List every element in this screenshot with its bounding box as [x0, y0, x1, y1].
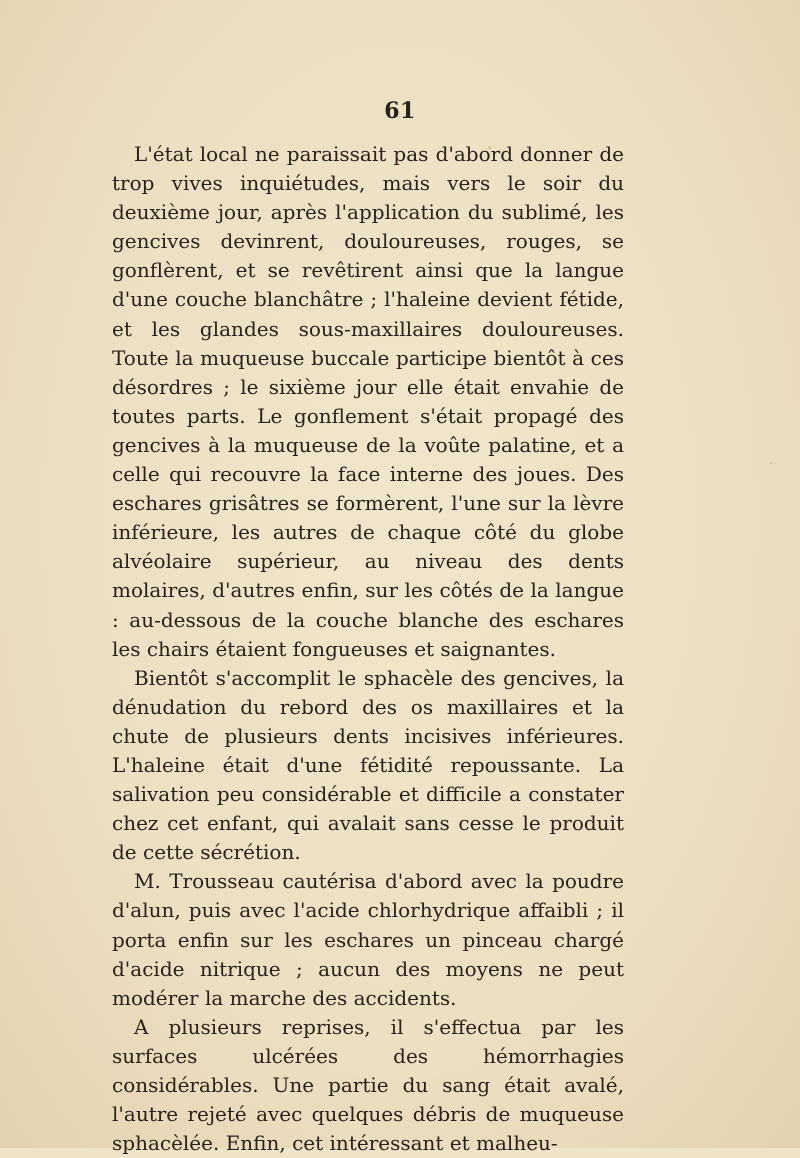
- paragraph-2: Bientôt s'accomplit le sphacèle des gencives, la dénudation du rebord des os maxillaires et la chute de plusieurs dents incisives inférieures. L'haleine était d'une fétidité repoussante. La salivation peu considérable et difficile a constater chez cet enfant, qui avalait sans cesse le produit de cette sécrétion.: [112, 665, 624, 865]
- paragraph-3: M. Trousseau cautérisa d'abord avec la poudre d'alun, puis avec l'acide chlorhydrique affaibli ; il porta enfin sur les eschares un pinceau chargé d'acide nitrique ; aucun des moyens ne peut modérer la marche des accidents.: [112, 869, 624, 1010]
- paragraph-4: A plusieurs reprises, il s'effectua par les surfaces ulcérées des hémorrhagies considérables. Une partie du sang était avalé, l'autre rejeté avec quelques débris de muqueuse sphacèlée. Enfin, cet intéressant et malheu-: [112, 1014, 624, 1156]
- page-number: 61: [384, 98, 416, 124]
- paragraph-1: L'état local ne paraissait pas d'abord donner de trop vives inquiétudes, mais vers le soir du deuxième jour, après l'application du sublimé, les gencives devinrent, douloureuses, rouges, se gonflèrent, et se revêtirent ainsi que la langue d'une couche blanchâtre ; l'haleine devient fétide, et les glandes sous-maxillaires douloureuses. Toute la muqueuse buccale participe bientôt à ces désordres ; le sixième jour elle était envahie de toutes parts. Le gonflement s'était propagé des gencives à la muqueuse de la voûte palatine, et a celle qui recouvre la face interne des joues. Des eschares grisâtres se formèrent, l'une sur la lèvre inférieure, les autres de chaque côté du globe alvéolaire supérieur, au niveau des dents molaires, d'autres enfin, sur les côtés de la langue : au-dessous de la couche blanche des eschares les chairs étaient fongueuses et saignantes.: [112, 142, 624, 661]
- body-text: [112, 140, 624, 1158]
- paper-spot: [770, 462, 772, 464]
